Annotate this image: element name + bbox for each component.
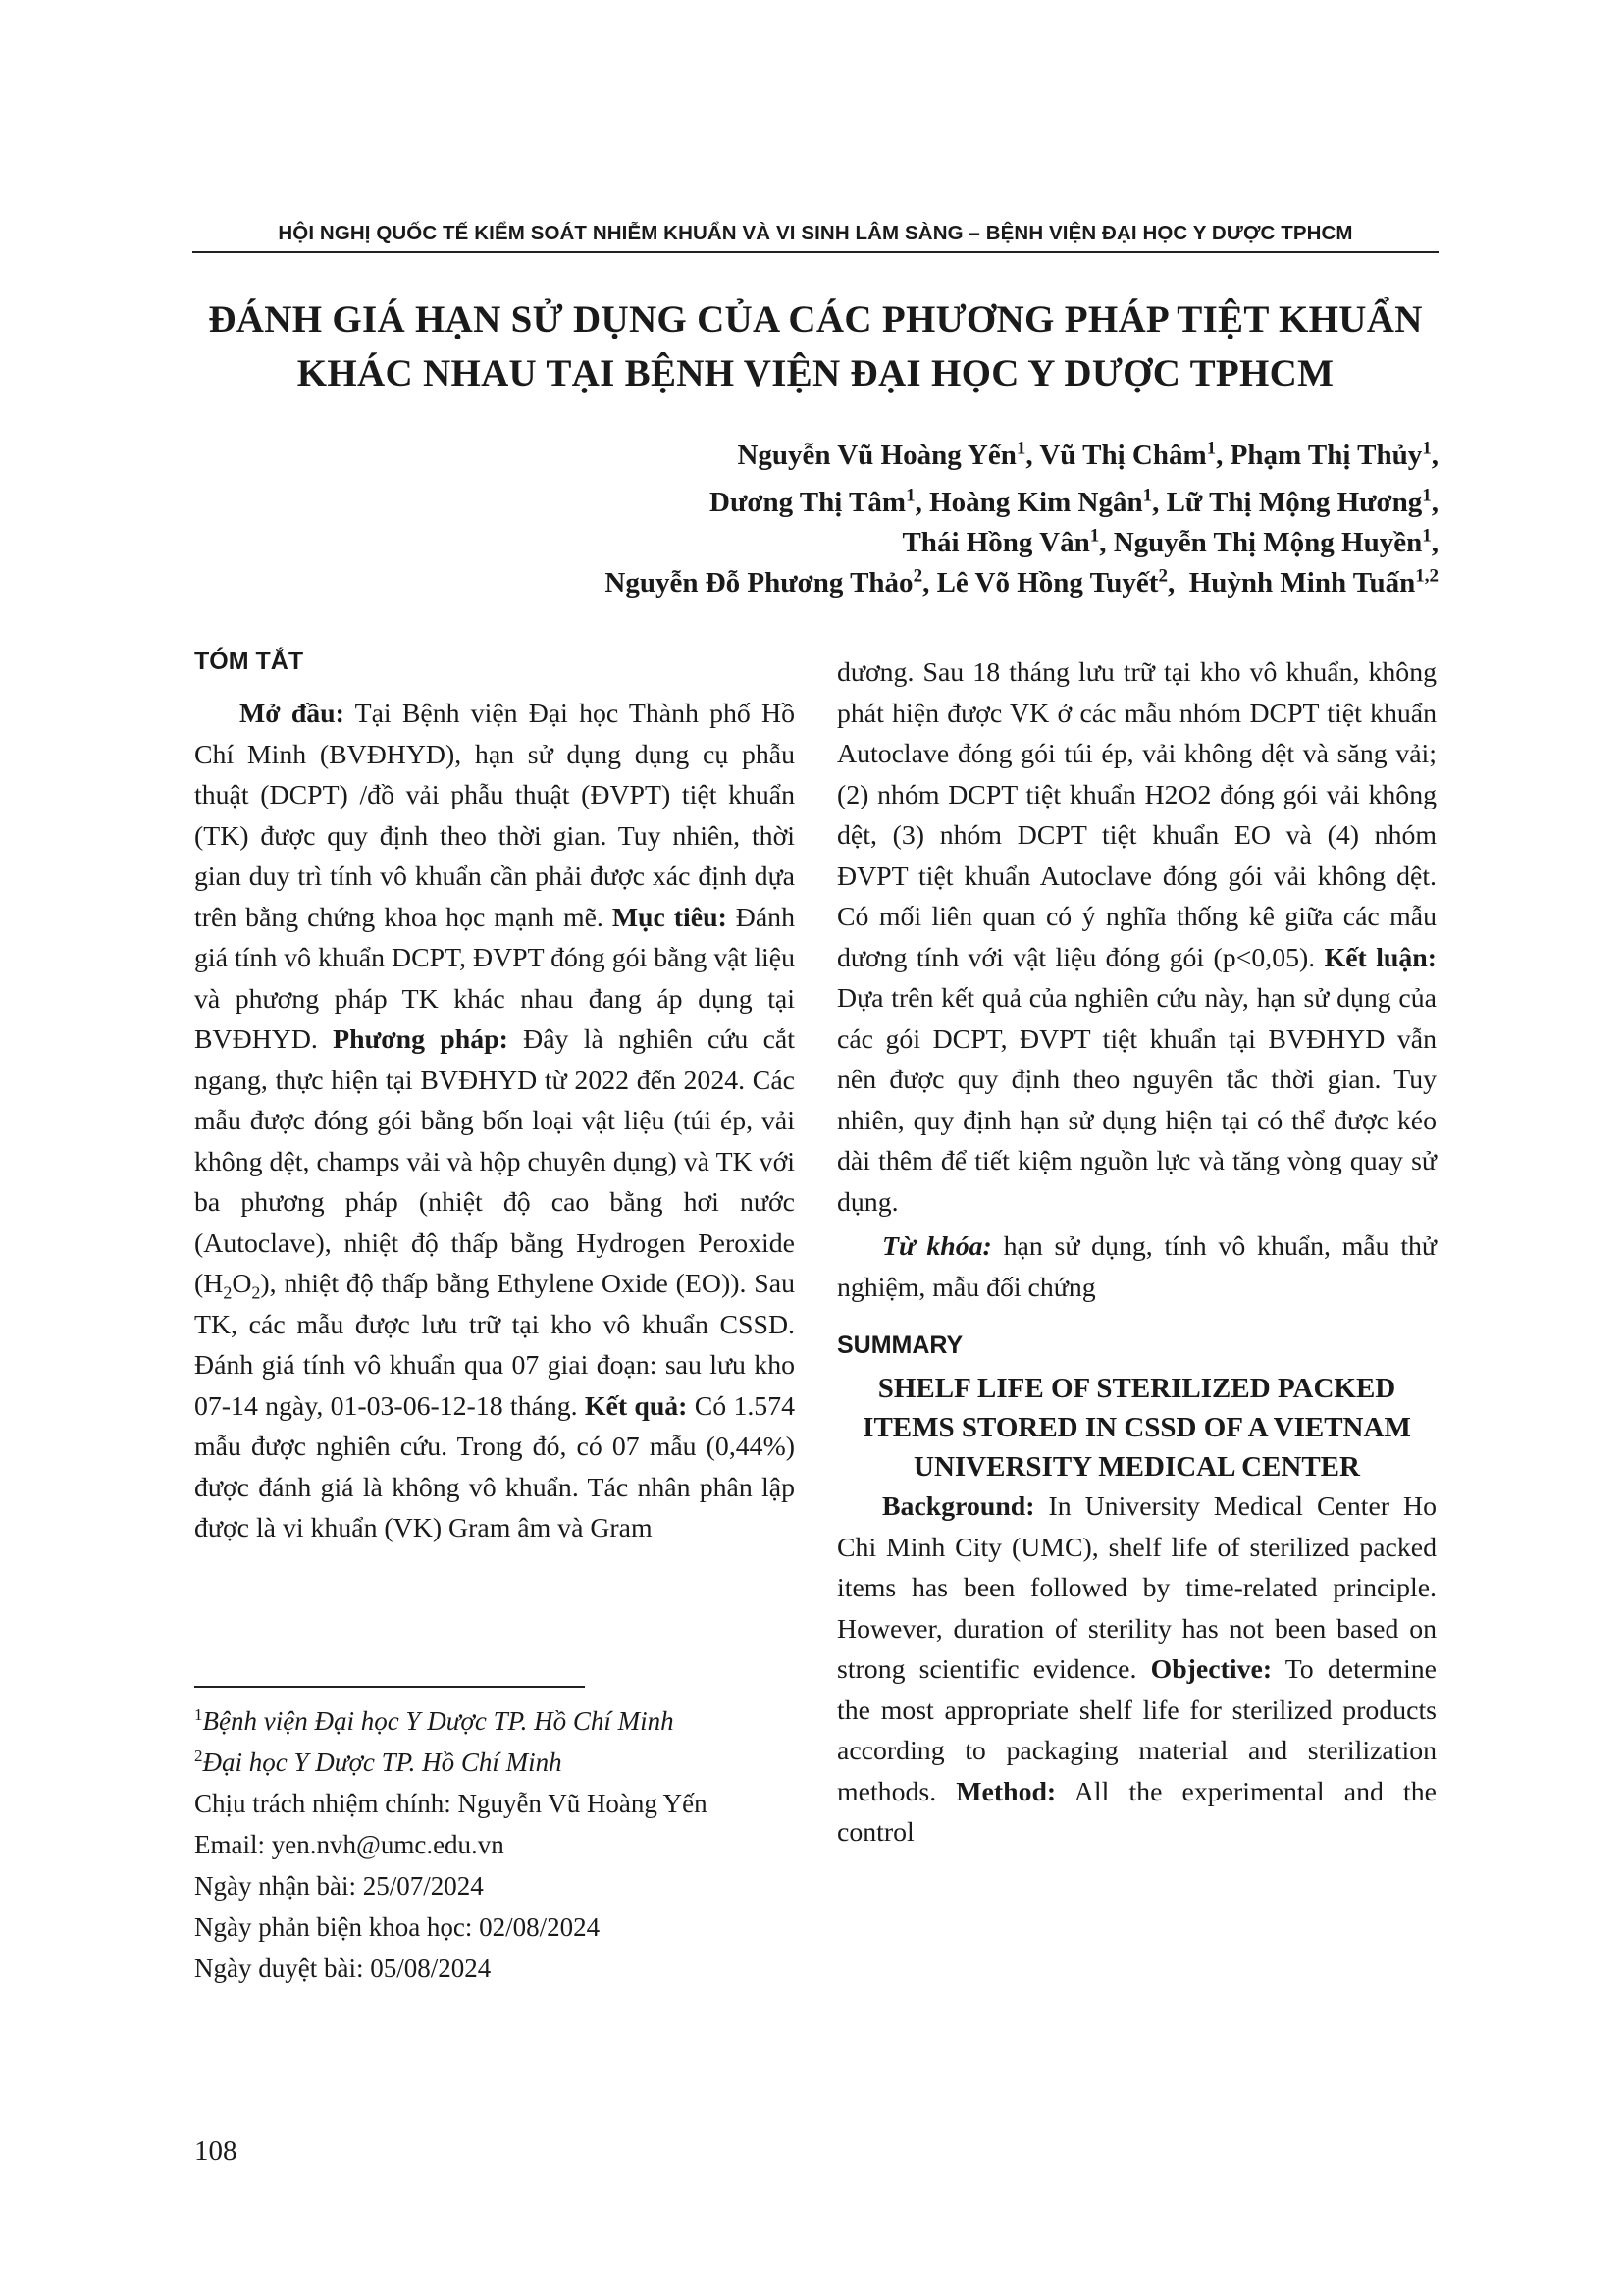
method-label: Method: [956, 1776, 1057, 1807]
author-affiliation: 1 [906, 485, 916, 506]
author-affiliation: 1 [1142, 485, 1153, 506]
author-line-4: Nguyễn Đỗ Phương Thảo$^2$, Lê Võ Hồng Tuyết$^2$, Huỳnh Minh Tuấn$^{1,2}$ [604, 565, 1439, 599]
author-affiliation: 2 [1158, 565, 1168, 587]
accepted-date: Ngày duyệt bài: 05/08/2024 [194, 1954, 492, 1983]
author-name: Lê Võ Hồng Tuyết [936, 567, 1159, 599]
author-affiliation: 1 [1422, 485, 1432, 506]
author-affiliation: 2 [913, 565, 923, 587]
objective-label: Objective: [1150, 1654, 1273, 1685]
background-text: In University Medical Center Ho Chi Minh City (UMC), shelf life of sterilized packed items has been followed by time-related principle. However, duration of sterility has not been based on strong scientific evidence. [837, 1491, 1437, 1685]
article-title-line-1: ĐÁNH GIÁ HẠN SỬ DỤNG CỦA CÁC PHƯƠNG PHÁP TIỆT KHUẨN [208, 298, 1423, 340]
footnote-affiliation-1 [194, 1700, 803, 1742]
method-text: O [232, 1269, 252, 1299]
footnote-rule [194, 1686, 585, 1688]
author-affiliation: 1 [1089, 525, 1100, 547]
author-name: Hoàng Kim Ngân [929, 487, 1143, 518]
objective-text: Đánh giá tính vô khuẩn DCPT, ĐVPT đóng gói bằng vật liệu và phương pháp TK khác nhau đang áp dụng tại BVĐHYD. [194, 902, 795, 1055]
email: Email: yen.nvh@umc.edu.vn [194, 1830, 504, 1859]
background-text: Tại Bệnh viện Đại học Thành phố Hồ Chí Minh (BVĐHYD), hạn sử dụng dụng cụ phẫu thuật (DCPT) /đồ vải phẫu thuật (ĐVPT) tiệt khuẩn (TK) được quy định theo thời gian. Tuy nhiên, thời gian duy trì tính vô khuẩn cần phải được xác định dựa trên bằng chứng khoa học mạnh mẽ. [194, 699, 795, 933]
subscript: 2 [223, 1282, 233, 1303]
author-affiliation: 1 [1422, 438, 1432, 459]
right-column [837, 652, 1437, 1853]
article-title-line-2: KHÁC NHAU TẠI BỆNH VIỆN ĐẠI HỌC Y DƯỢC TPHCM [296, 352, 1335, 394]
running-header: HỘI NGHỊ QUỐC TẾ KIỂM SOÁT NHIỄM KHUẨN VÀ VI SINH LÂM SÀNG – BỆNH VIỆN ĐẠI HỌC Y DƯỢC TPHCM [278, 222, 1353, 244]
background-label: Background: [882, 1491, 1035, 1522]
method-text: ), nhiệt độ thấp bằng Ethylene Oxide (EO)). Sau TK, các mẫu được lưu trữ tại kho vô khuẩn CSSD. Đánh giá tính vô khuẩn qua 07 giai đoạn: sau lưu kho 07-14 ngày, 01-03-06-12-18 tháng. [194, 1269, 795, 1422]
results-label: Kết quả: [584, 1390, 688, 1422]
author-name: Huỳnh Minh Tuấn [1188, 567, 1416, 599]
abstract-vi-heading: TÓM TẮT [194, 648, 304, 675]
author-affiliation: 1 [1422, 525, 1432, 547]
author-name: Dương Thị Tâm [709, 487, 907, 518]
author-name: Nguyễn Thị Mộng Huyền [1113, 527, 1423, 558]
author-name: Nguyễn Vũ Hoàng Yến [737, 440, 1017, 471]
received-date: Ngày nhận bài: 25/07/2024 [194, 1871, 484, 1901]
objective-text: To determine the most appropriate shelf life for sterilized products according to packaging material and sterilization methods. [837, 1654, 1437, 1807]
author-name: Nguyễn Đỗ Phương Thảo [604, 567, 914, 599]
conclusion-text: Dựa trên kết quả của nghiên cứu này, hạn sử dụng của các gói DCPT, ĐVPT tiệt khuẩn tại BVĐHYD vẫn nên được quy định theo nguyên tắc thời gian. Tuy nhiên, quy định hạn sử dụng hiện tại có thể được kéo dài thêm để tiết kiệm nguồn lực và tăng vòng quay sử dụng. [837, 983, 1437, 1218]
author-affiliation: 1 [1016, 438, 1026, 459]
footnotes [194, 1700, 803, 1989]
abstract-vi-body [194, 694, 795, 1549]
reviewed-date: Ngày phản biện khoa học: 02/08/2024 [194, 1912, 601, 1942]
summary-heading: SUMMARY [837, 1331, 964, 1359]
summary-body [837, 1487, 1437, 1853]
footnote-text: Bệnh viện Đại học Y Dược TP. Hồ Chí Minh [202, 1706, 674, 1736]
results-text: dương. Sau 18 tháng lưu trữ tại kho vô khuẩn, không phát hiện được VK ở các mẫu nhóm DCPT tiệt khuẩn Autoclave đóng gói túi ép, vải không dệt và săng vải; (2) nhóm DCPT tiệt khuẩn H2O2 đóng gói vải không dệt, (3) nhóm DCPT tiệt khuẩn EO và (4) nhóm ĐVPT tiệt khuẩn Autoclave đóng gói vải không dệt. Có mối liên quan có ý nghĩa thống kê giữa các mẫu dương tính với vật liệu đóng gói (p<0,05). [837, 657, 1437, 973]
keywords-label: Từ khóa: [882, 1231, 992, 1262]
results-text: Có 1.574 mẫu được nghiên cứu. Trong đó, có 07 mẫu (0,44%) được đánh giá là không vô khuẩn. Tác nhân phân lập được là vi khuẩn (VK) Gram âm và Gram [194, 1390, 795, 1543]
author-affiliation: 1,2 [1415, 565, 1439, 587]
author-line-1: Nguyễn Vũ Hoàng Yến$^1$, Vũ Thị Châm$^1$, Phạm Thị Thủy$^1$, [737, 438, 1439, 471]
author-name: Vũ Thị Châm [1039, 440, 1207, 471]
method-text: All the experimental and the control [837, 1776, 1437, 1848]
background-label: Mở đầu: [239, 699, 344, 729]
footnote-affiliation-2 [194, 1742, 803, 1783]
page-number: 108 [194, 2135, 237, 2166]
footnote-text: Đại học Y Dược TP. Hồ Chí Minh [202, 1748, 562, 1777]
summary-title: SHELF LIFE OF STERILIZED PACKED ITEMS STORED IN CSSD OF A VIETNAM UNIVERSITY MEDICAL CENTER [863, 1373, 1411, 1483]
abstract-vi-continued [837, 652, 1437, 1223]
method-label: Phương pháp: [333, 1024, 508, 1055]
author-affiliation: 1 [1206, 438, 1217, 459]
keywords-text: hạn sử dụng, tính vô khuẩn, mẫu thử nghiệm, mẫu đối chứng [837, 1231, 1438, 1303]
objective-label: Mục tiêu: [611, 902, 727, 933]
author-name: Lữ Thị Mộng Hương [1166, 487, 1423, 518]
footnote-marker: 2 [194, 1747, 203, 1765]
author-name: Thái Hồng Vân [902, 527, 1090, 558]
footnote-marker: 1 [194, 1705, 203, 1724]
keywords [837, 1226, 1437, 1308]
corresponding-author: Chịu trách nhiệm chính: Nguyễn Vũ Hoàng Yến [194, 1789, 707, 1818]
subscript: 2 [251, 1282, 261, 1303]
method-text: Đây là nghiên cứu cắt ngang, thực hiện tại BVĐHYD từ 2022 đến 2024. Các mẫu được đóng gói bằng bốn loại vật liệu (túi ép, vải không dệt, champs vải và hộp chuyên dụng) và TK với ba phương pháp (nhiệt độ cao bằng hơi nước (Autoclave), nhiệt độ thấp bằng Hydrogen Peroxide (H [194, 1024, 795, 1299]
conclusion-label: Kết luận: [1324, 942, 1437, 973]
author-line-2: Dương Thị Tâm$^1$, Hoàng Kim Ngân$^1$, Lữ Thị Mộng Hương$^1$, [709, 485, 1439, 518]
header-rule [192, 251, 1439, 253]
author-name: Phạm Thị Thủy [1230, 440, 1423, 471]
author-line-3: Thái Hồng Vân$^1$, Nguyễn Thị Mộng Huyền$^1$, [902, 525, 1439, 558]
